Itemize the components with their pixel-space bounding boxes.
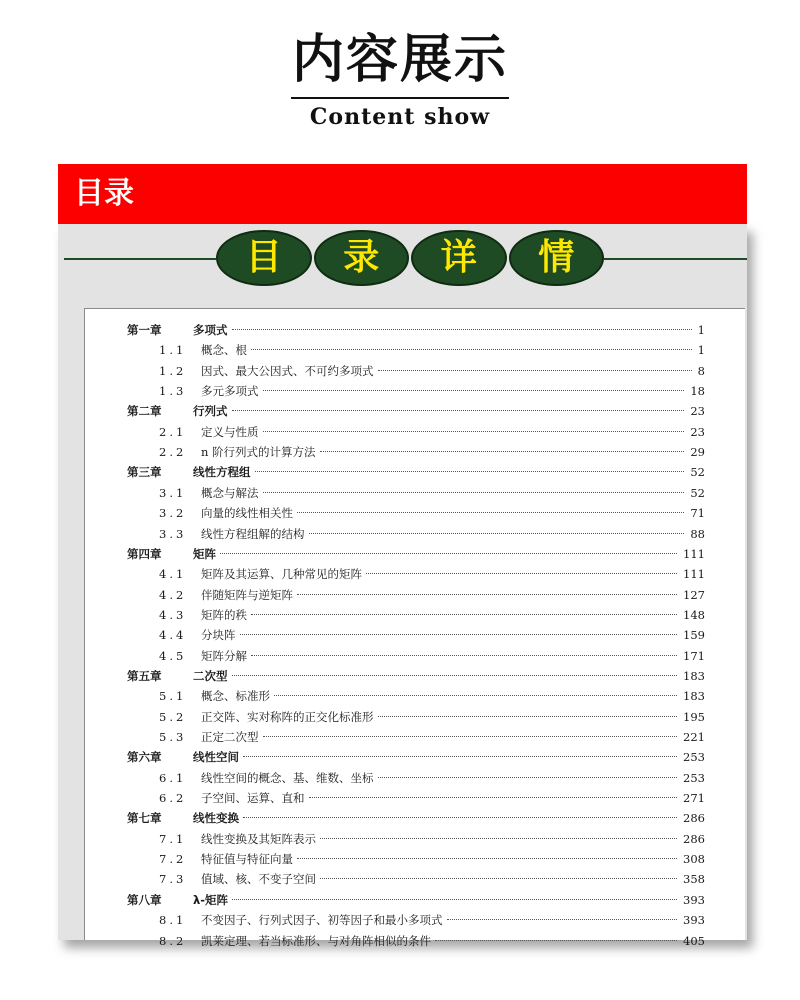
section-number: 4.4 — [159, 628, 187, 643]
dot-leader — [255, 471, 685, 472]
section-number: 1.2 — [159, 363, 187, 378]
dot-leader — [220, 553, 677, 554]
dot-leader — [232, 410, 685, 411]
dot-leader — [251, 349, 692, 350]
chapter-title: 线性变换 — [193, 811, 239, 826]
chapter-number: 第三章 — [127, 465, 162, 480]
section-title: 概念、标准形 — [201, 689, 270, 704]
section-title: 正交阵、实对称阵的正交化标准形 — [201, 709, 374, 724]
toc-chapter-row — [85, 320, 717, 340]
toc-section-row — [85, 524, 717, 544]
section-number: 3.3 — [159, 526, 187, 541]
heading-char: 情 — [538, 237, 575, 278]
dot-leader — [263, 492, 685, 493]
section-title: 不变因子、行列式因子、初等因子和最小多项式 — [201, 913, 443, 928]
page-number: 358 — [683, 872, 705, 887]
section-title: 凯莱定理、若当标准形、与对角阵相似的条件 — [201, 933, 431, 948]
page-number: 171 — [683, 648, 705, 663]
page-number: 88 — [690, 526, 705, 541]
page-number: 18 — [690, 384, 705, 399]
page-number: 286 — [683, 831, 705, 846]
page-number: 159 — [683, 628, 705, 643]
section-title: 因式、最大公因式、不可约多项式 — [201, 363, 374, 378]
dot-leader — [378, 777, 678, 778]
chapter-title: 矩阵 — [193, 546, 216, 561]
section-title: 线性空间的概念、基、维数、坐标 — [201, 770, 374, 785]
page-number: 127 — [683, 587, 705, 602]
toc-section-row — [85, 707, 717, 727]
chapter-number: 第六章 — [127, 750, 162, 765]
toc-section-row — [85, 605, 717, 625]
dot-leader — [263, 390, 685, 391]
toc-section-row — [85, 849, 717, 869]
section-number: 2.1 — [159, 424, 187, 439]
heading-char: 录 — [343, 237, 380, 278]
page-number: 253 — [683, 750, 705, 765]
page-number: 29 — [690, 445, 705, 460]
section-number: 4.2 — [159, 587, 187, 602]
toc-chapter-row — [85, 544, 717, 564]
page-number: 52 — [690, 485, 705, 500]
decor-line-right — [604, 258, 747, 260]
heading-char: 目 — [245, 237, 282, 278]
section-title: 线性变换及其矩阵表示 — [201, 831, 316, 846]
section-title: 正定二次型 — [201, 730, 259, 744]
dot-leader — [297, 858, 677, 859]
page-number: 1 — [697, 323, 705, 337]
heading-oval — [509, 230, 605, 286]
dot-leader — [378, 716, 678, 717]
chapter-number: 第八章 — [127, 892, 162, 907]
section-number: 7.2 — [159, 852, 187, 867]
dot-leader — [232, 899, 677, 900]
dot-leader — [320, 878, 677, 879]
toc-section-row — [85, 564, 717, 584]
toc-section-row — [85, 483, 717, 503]
toc-section-row — [85, 381, 717, 401]
section-number: 5.1 — [159, 689, 187, 704]
heading-char: 详 — [440, 237, 477, 278]
dot-leader — [435, 940, 677, 941]
section-title: 矩阵及其运算、几种常见的矩阵 — [201, 567, 362, 582]
chapter-title: 行列式 — [193, 404, 228, 419]
toc-section-row — [85, 442, 717, 462]
chapter-number: 第二章 — [127, 404, 162, 419]
section-title: 定义与性质 — [201, 424, 259, 439]
dot-leader — [243, 817, 677, 818]
section-title: n 阶行列式的计算方法 — [201, 445, 316, 460]
section-number: 1.3 — [159, 384, 187, 399]
dot-leader — [297, 594, 677, 595]
toc-chapter-row — [85, 666, 717, 686]
toc-section-row — [85, 727, 717, 747]
page-number: 405 — [683, 933, 705, 948]
dot-leader — [447, 919, 678, 920]
section-title: 向量的线性相关性 — [201, 506, 293, 521]
section-number: 6.1 — [159, 770, 187, 785]
page-number: 286 — [683, 811, 705, 826]
section-number: 7.1 — [159, 831, 187, 846]
chapter-title: 线性空间 — [193, 750, 239, 765]
section-number: 8.2 — [159, 933, 187, 948]
section-title: 分块阵 — [201, 628, 236, 643]
dot-leader — [251, 655, 677, 656]
toc-section-row — [85, 829, 717, 849]
page-number: 271 — [683, 791, 705, 806]
section-number: 5.2 — [159, 709, 187, 724]
page-number: 393 — [683, 892, 705, 907]
page-subtitle: Content show — [309, 104, 491, 130]
dot-leader — [263, 431, 685, 432]
section-title: 矩阵的秩 — [201, 607, 247, 622]
toc-section-row — [85, 931, 717, 951]
toc-section-row — [85, 361, 717, 381]
toc-page — [84, 308, 745, 948]
dot-leader — [320, 451, 685, 452]
toc-section-row — [85, 910, 717, 930]
toc-chapter-row — [85, 462, 717, 482]
dot-leader — [366, 573, 677, 574]
chapter-number: 第一章 — [127, 323, 162, 337]
dot-leader — [243, 756, 677, 757]
chapter-title: 线性方程组 — [193, 465, 251, 480]
dot-leader — [309, 797, 678, 798]
chapter-title: λ-矩阵 — [193, 892, 229, 907]
toc-section-row — [85, 646, 717, 666]
toc-section-row — [85, 869, 717, 889]
page-number: 308 — [683, 852, 705, 867]
page-number: 253 — [683, 770, 705, 785]
page-number: 183 — [683, 689, 705, 704]
toc-card — [58, 224, 747, 948]
section-title: 伴随矩阵与逆矩阵 — [201, 587, 293, 602]
page-number: 23 — [690, 404, 705, 419]
section-number: 3.1 — [159, 485, 187, 500]
dot-leader — [309, 533, 685, 534]
section-number: 8.1 — [159, 913, 187, 928]
contents-banner-label: 目录 — [74, 176, 134, 211]
chapter-title: 多项式 — [193, 323, 228, 337]
dot-leader — [232, 675, 678, 676]
chapter-title: 二次型 — [193, 668, 228, 683]
page-number: 71 — [690, 506, 705, 521]
toc-heading-ovals — [216, 230, 606, 288]
section-number: 4.5 — [159, 648, 187, 663]
dot-leader — [320, 838, 677, 839]
title-underline — [291, 97, 509, 99]
page-number: 195 — [683, 709, 705, 724]
toc-chapter-row — [85, 808, 717, 828]
toc-section-row — [85, 503, 717, 523]
toc-section-row — [85, 422, 717, 442]
chapter-number: 第四章 — [127, 546, 162, 561]
dot-leader — [274, 695, 677, 696]
section-title: 子空间、运算、直和 — [201, 791, 305, 806]
section-title: 线性方程组解的结构 — [201, 526, 305, 541]
toc-section-row — [85, 625, 717, 645]
dot-leader — [263, 736, 678, 737]
section-number: 1.1 — [159, 343, 187, 358]
toc-section-row — [85, 686, 717, 706]
heading-oval — [314, 230, 410, 286]
dot-leader — [297, 512, 684, 513]
section-title: 特征值与特征向量 — [201, 852, 293, 867]
section-number: 7.3 — [159, 872, 187, 887]
chapter-number: 第五章 — [127, 668, 162, 683]
dot-leader — [251, 614, 677, 615]
section-number: 4.3 — [159, 607, 187, 622]
page-number: 221 — [683, 730, 705, 744]
toc-section-row — [85, 585, 717, 605]
toc-chapter-row — [85, 401, 717, 421]
section-title: 多元多项式 — [201, 384, 259, 399]
section-title: 概念与解法 — [201, 485, 259, 500]
dot-leader — [378, 370, 692, 371]
page-number: 52 — [690, 465, 705, 480]
decor-line-left — [64, 258, 216, 260]
dot-leader — [232, 329, 692, 330]
page-number: 1 — [697, 343, 705, 358]
section-number: 4.1 — [159, 567, 187, 582]
toc-section-row — [85, 768, 717, 788]
heading-oval — [216, 230, 312, 286]
dot-leader — [240, 634, 678, 635]
page-number: 183 — [683, 668, 705, 683]
section-number: 6.2 — [159, 791, 187, 806]
page-number: 393 — [683, 913, 705, 928]
toc-chapter-row — [85, 747, 717, 767]
page-number: 8 — [697, 363, 705, 378]
chapter-number: 第七章 — [127, 811, 162, 826]
section-number: 2.2 — [159, 445, 187, 460]
page-number: 148 — [683, 607, 705, 622]
toc-section-row — [85, 340, 717, 360]
contents-banner — [58, 164, 747, 224]
section-number: 5.3 — [159, 730, 187, 744]
heading-oval — [411, 230, 507, 286]
page-title: 内容展示 — [291, 29, 508, 90]
page-number: 111 — [683, 567, 705, 582]
page-number: 111 — [683, 546, 705, 561]
toc-section-row — [85, 788, 717, 808]
page-number: 23 — [690, 424, 705, 439]
section-title: 值域、核、不变子空间 — [201, 872, 316, 887]
section-title: 概念、根 — [201, 343, 247, 358]
toc-chapter-row — [85, 890, 717, 910]
section-title: 矩阵分解 — [201, 648, 247, 663]
section-number: 3.2 — [159, 506, 187, 521]
